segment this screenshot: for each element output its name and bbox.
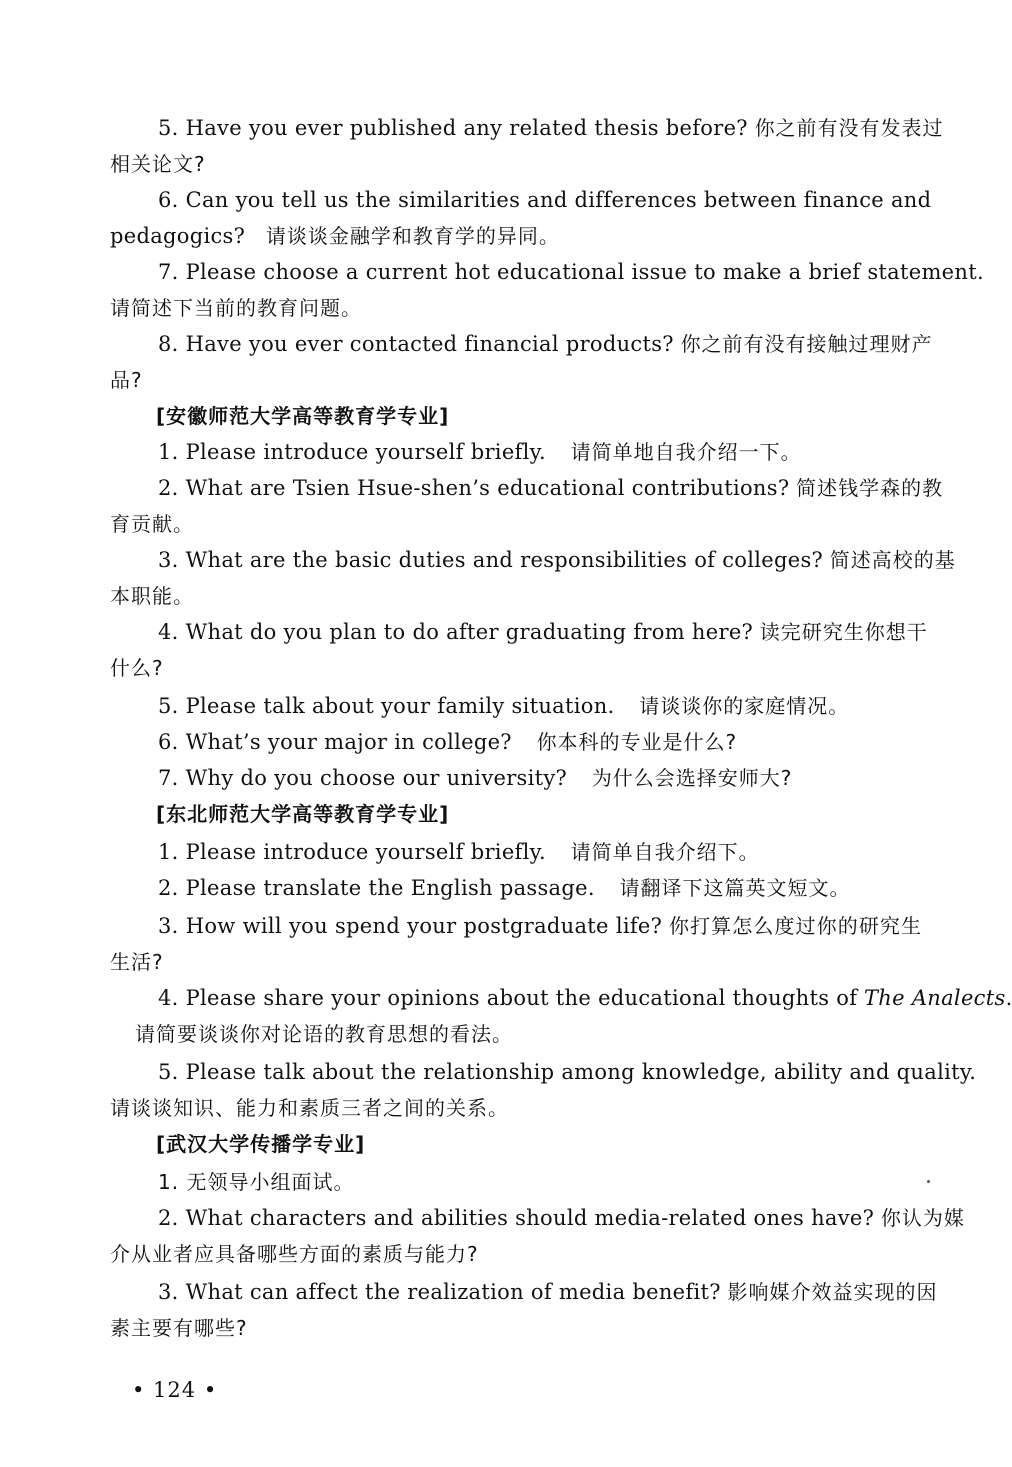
question-line — [158, 434, 922, 470]
question-continuation — [110, 218, 922, 254]
question-continuation: 请简述下当前的教育问题。 — [110, 296, 362, 320]
question-continuation: 请谈谈知识、能力和素质三者之间的关系。 — [110, 1096, 509, 1120]
question-en: 2. What characters and abilities should media-related ones have? — [158, 1206, 875, 1230]
question-en: 4. What do you plan to do after graduating from here? — [158, 620, 754, 644]
question-continuation: 请简要谈谈你对论语的教育思想的看法。 — [135, 1022, 513, 1046]
scan-speck — [927, 1180, 930, 1183]
question-zh: 你认为媒 — [880, 1206, 965, 1230]
question-continuation: 生活? — [110, 950, 164, 974]
question-zh: 读完研究生你想干 — [759, 620, 928, 644]
question-en: 5. Please talk about your family situation. — [158, 694, 615, 718]
question-zh: 简述高校的基 — [829, 548, 956, 572]
question-en: 1. Please introduce yourself briefly. — [158, 840, 546, 864]
question-line — [158, 1200, 965, 1236]
question-en: 7. Please choose a current hot educational issue to make a brief statement. — [158, 260, 984, 284]
book-title-italic: The Analects — [863, 986, 1006, 1010]
question-en: 7. Why do you choose our university? — [158, 766, 568, 790]
question-en: 8. Have you ever contacted financial products? — [158, 332, 674, 356]
question-en: pedagogics? — [110, 224, 246, 248]
question-zh: 影响媒介效益实现的因 — [727, 1280, 938, 1304]
question-continuation: 素主要有哪些? — [110, 1316, 248, 1340]
question-zh: 为什么会选择安师大? — [591, 766, 793, 790]
question-zh: 你本科的专业是什么? — [536, 730, 738, 754]
question-line — [158, 182, 932, 218]
question-zh: 请谈谈你的家庭情况。 — [639, 694, 850, 718]
question-line — [158, 724, 922, 760]
question-en: 6. Can you tell us the similarities and differences between finance and — [158, 188, 932, 212]
question-continuation: 育贡献。 — [110, 512, 194, 536]
question-line — [158, 760, 922, 796]
question-zh: 你之前有没有接触过理财产 — [680, 332, 933, 356]
question-en: 3. How will you spend your postgraduate life? — [158, 914, 663, 938]
question-zh: 请谈谈金融学和教育学的异同。 — [265, 224, 560, 248]
question-line — [158, 688, 922, 724]
question-line — [158, 908, 922, 944]
question-line — [158, 614, 928, 650]
section-heading-northeast-normal: [东北师范大学高等教育学专业] — [156, 802, 450, 826]
page-number: • 124 • — [132, 1378, 218, 1402]
question-zh: 简述钱学森的教 — [796, 476, 944, 500]
question-continuation: 本职能。 — [110, 584, 194, 608]
question-line — [158, 1274, 938, 1310]
question-en: 3. What can affect the realization of media benefit? — [158, 1280, 721, 1304]
question-en: 6. What’s your major in college? — [158, 730, 512, 754]
question-en: 5. Please talk about the relationship among knowledge, ability and quality. — [158, 1060, 977, 1084]
question-line — [158, 870, 922, 906]
question-line — [158, 542, 956, 578]
question-en: 3. What are the basic duties and responsibilities of colleges? — [158, 548, 824, 572]
question-line — [158, 834, 922, 870]
question-en: 2. Please translate the English passage. — [158, 876, 595, 900]
question-continuation: 品? — [110, 368, 143, 392]
question-line — [158, 980, 1012, 1016]
question-en: 5. Have you ever published any related thesis before? — [158, 116, 748, 140]
sentence-period: . — [1005, 986, 1012, 1010]
question-continuation: 相关论文? — [110, 152, 206, 176]
question-line — [158, 1054, 977, 1090]
question-zh: 请翻译下这篇英文短文。 — [619, 876, 851, 900]
question-line — [158, 254, 984, 290]
question-zh: 请简单地自我介绍一下。 — [570, 440, 802, 464]
question-zh: 请简单自我介绍下。 — [570, 840, 760, 864]
question-line — [158, 470, 944, 506]
question-en: 1. Please introduce yourself briefly. — [158, 440, 546, 464]
question-line: 1. 无领导小组面试。 — [158, 1170, 355, 1194]
question-line — [158, 326, 933, 362]
question-zh: 你打算怎么度过你的研究生 — [669, 914, 922, 938]
question-line — [158, 110, 944, 146]
question-en: 2. What are Tsien Hsue-shen’s educational contributions? — [158, 476, 790, 500]
question-continuation: 什么? — [110, 656, 164, 680]
section-heading-anhui-normal: [安徽师范大学高等教育学专业] — [156, 404, 450, 428]
question-continuation: 介从业者应具备哪些方面的素质与能力? — [110, 1242, 479, 1266]
question-en: 4. Please share your opinions about the educational thoughts of — [158, 986, 858, 1010]
question-zh: 你之前有没有发表过 — [754, 116, 944, 140]
section-heading-wuhan: [武汉大学传播学专业] — [156, 1132, 366, 1156]
